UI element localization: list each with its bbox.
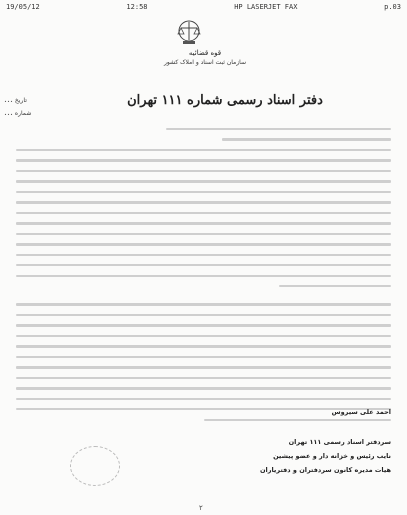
fax-page-id: p.03: [384, 3, 401, 11]
stamp-mark: [70, 446, 120, 486]
date-block: [4, 94, 66, 120]
letterhead-subtitle: سازمان ثبت اسناد و املاک کشور: [163, 59, 247, 66]
page-number: ۲: [199, 504, 203, 512]
date-label: تاریخ: [14, 97, 27, 104]
letter-body: [16, 128, 391, 429]
number-label: شماره: [14, 110, 32, 117]
signature-name: احمد علی سیروس: [331, 408, 391, 416]
signature-line-3: هیات مدیره کانون سردفتران و دفتریاران: [259, 466, 391, 474]
letterhead-title: قوه قضائیه: [188, 49, 222, 57]
signature-line-2: نایب رئیس و خزانه دار و عضو پیشین: [273, 452, 391, 460]
date-handwritten: …: [4, 95, 13, 105]
fax-date: 19/05/12: [6, 3, 40, 11]
office-title: دفتر اسناد رسمی شماره ۱۱۱ تهران: [127, 93, 323, 108]
fax-time: 12:58: [126, 3, 148, 11]
number-handwritten: …: [4, 108, 13, 118]
signature-line-1: سردفتر اسناد رسمی ۱۱۱ تهران: [288, 438, 391, 446]
fax-sender: HP LASERJET FAX: [234, 3, 298, 11]
fax-header: [6, 3, 401, 15]
judiciary-emblem-icon: [172, 18, 206, 48]
